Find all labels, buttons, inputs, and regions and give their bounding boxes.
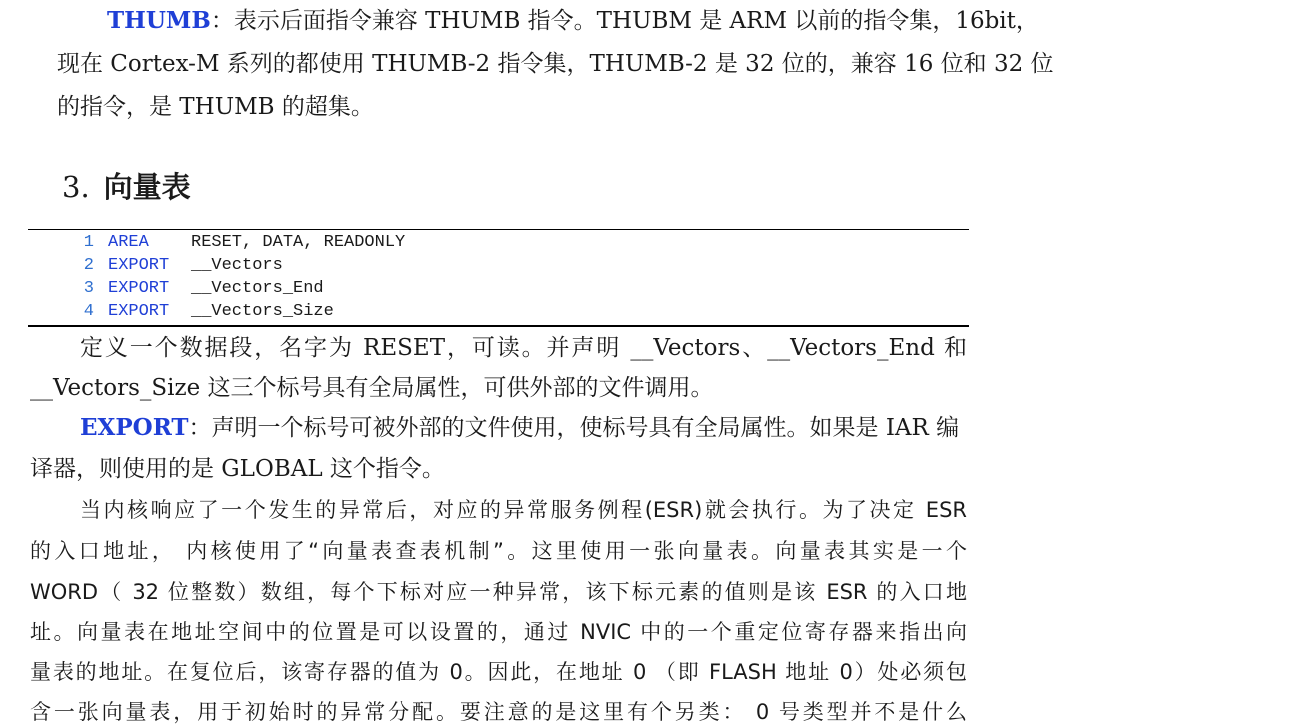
esr-line-2: 的入口地址， 内核使用了“向量表查表机制”。这里使用一张向量表。向量表其实是一个 [30, 539, 967, 563]
esr-line-1: 当内核响应了一个发生的异常后，对应的异常服务例程(ESR)就会执行。为了决定 ESR [80, 498, 967, 522]
code-line [28, 277, 324, 300]
code-keyword: EXPORT [108, 256, 170, 275]
section-heading [62, 168, 191, 206]
thumb-keyword: THUMB [107, 7, 211, 34]
code-args: __Vectors_End [191, 279, 324, 298]
code-args: __Vectors_Size [191, 302, 334, 321]
thumb-line-1 [107, 6, 1039, 36]
line-number: 1 [83, 233, 94, 252]
export-line-1-text: ：声明一个标号可被外部的文件使用，使标号具有全局属性。如果是 IAR 编 [188, 415, 960, 441]
export-line-1 [80, 413, 959, 443]
code-keyword: EXPORT [108, 279, 170, 298]
export-keyword: EXPORT [80, 414, 189, 441]
code-line [28, 231, 405, 254]
esr-line-6: 含一张向量表，用于初始时的异常分配。要注意的是这里有个另类： 0 号类型并不是什么 [30, 700, 967, 724]
code-block [28, 229, 969, 327]
define-line-1: 定义一个数据段，名字为 RESET，可读。并声明 __Vectors、__Vectors_End 和 [80, 335, 967, 361]
code-line [28, 254, 283, 277]
export-line-2: 译器，则使用的是 GLOBAL 这个指令。 [30, 456, 445, 482]
esr-line-4: 址。向量表在地址空间中的位置是可以设置的，通过 NVIC 中的一个重定位寄存器来指出向 [30, 620, 967, 644]
esr-line-5: 量表的地址。在复位后，该寄存器的值为 0。因此，在地址 0 （即 FLASH 地址 0）处必须包 [30, 660, 967, 684]
code-line [28, 300, 334, 323]
section-title: 向量表 [103, 170, 191, 204]
code-keyword: AREA [108, 233, 149, 252]
thumb-line-2: 现在 Cortex-M 系列的都使用 THUMB-2 指令集，THUMB-2 是 32 位的，兼容 16 位和 32 位 [57, 51, 1054, 77]
thumb-line-3: 的指令，是 THUMB 的超集。 [57, 94, 374, 120]
define-line-2: __Vectors_Size 这三个标号具有全局属性，可供外部的文件调用。 [30, 375, 714, 401]
code-args: __Vectors [191, 256, 283, 275]
line-number: 4 [83, 302, 94, 321]
thumb-line-1-text: ：表示后面指令兼容 THUMB 指令。THUBM 是 ARM 以前的指令集，16bit， [210, 8, 1039, 34]
code-keyword: EXPORT [108, 302, 170, 321]
section-number: 3. [62, 170, 90, 204]
line-number: 2 [83, 256, 94, 275]
esr-line-3: WORD（ 32 位整数）数组，每个下标对应一种异常，该下标元素的值则是该 ESR 的入口地 [30, 580, 967, 604]
line-number: 3 [83, 279, 94, 298]
code-args: RESET, DATA, READONLY [191, 233, 406, 252]
